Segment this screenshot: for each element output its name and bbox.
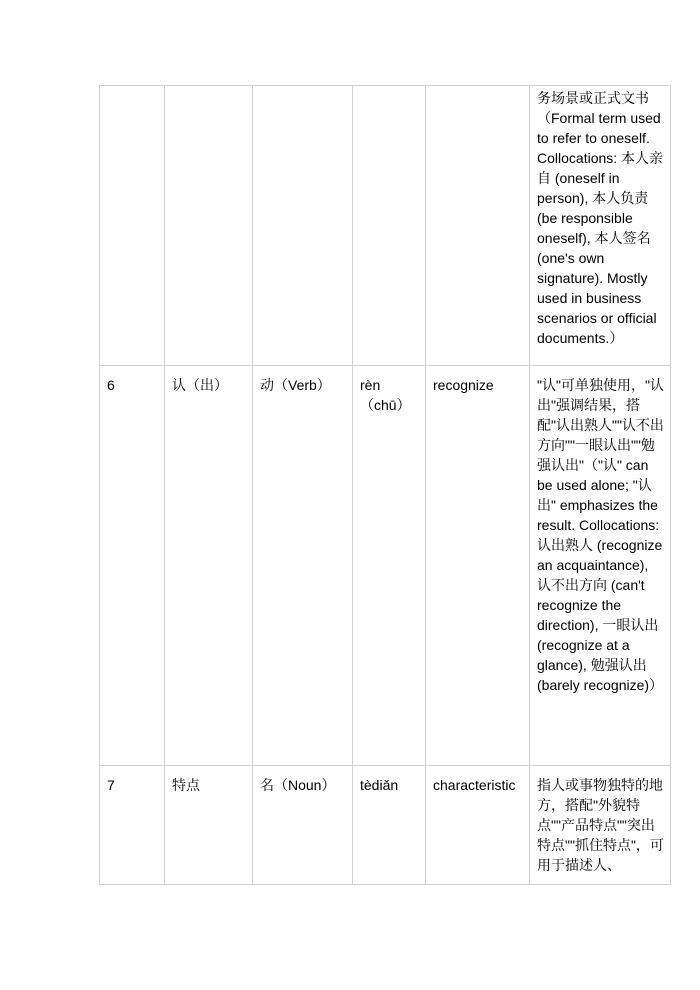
english-cell: recognize (426, 366, 530, 766)
number-cell: 6 (100, 366, 165, 766)
word-cell: 认（出） (165, 366, 253, 766)
part-of-speech-cell: 动（Verb） (253, 366, 353, 766)
part-of-speech-cell (253, 86, 353, 366)
table-row-7 (100, 766, 671, 885)
english-cell: characteristic (426, 766, 530, 885)
pinyin-cell: tèdiǎn (353, 766, 426, 885)
notes-cell: 指人或事物独特的地方，搭配"外貌特点""产品特点""突出特点""抓住特点"，可用于描述人、 (530, 766, 671, 885)
notes-cell: "认"可单独使用，"认出"强调结果，搭配"认出熟人""认不出方向""一眼认出""勉强认出"（"认" can be used alone; "认出" emphasizes the result. Collocations: 认出熟人 (recognize an acquaintance), 认不出方向 (can't recognize the direction), 一眼认出 (recognize at a glance), 勉强认出 (barely recognize)） (530, 366, 671, 766)
number-cell (100, 86, 165, 366)
english-cell (426, 86, 530, 366)
table-row-continuation (100, 86, 671, 366)
pinyin-cell: rèn（chū） (353, 366, 426, 766)
notes-cell: 务场景或正式文书（Formal term used to refer to oneself. Collocations: 本人亲自 (oneself in person), 本人负责 (be responsible oneself), 本人签名 (one's own signature). Mostly used in business scenarios or official documents.） (530, 86, 671, 366)
table-row-6 (100, 366, 671, 766)
word-cell (165, 86, 253, 366)
word-cell: 特点 (165, 766, 253, 885)
vocabulary-table (99, 85, 671, 885)
part-of-speech-cell: 名（Noun） (253, 766, 353, 885)
pinyin-cell (353, 86, 426, 366)
number-cell: 7 (100, 766, 165, 885)
